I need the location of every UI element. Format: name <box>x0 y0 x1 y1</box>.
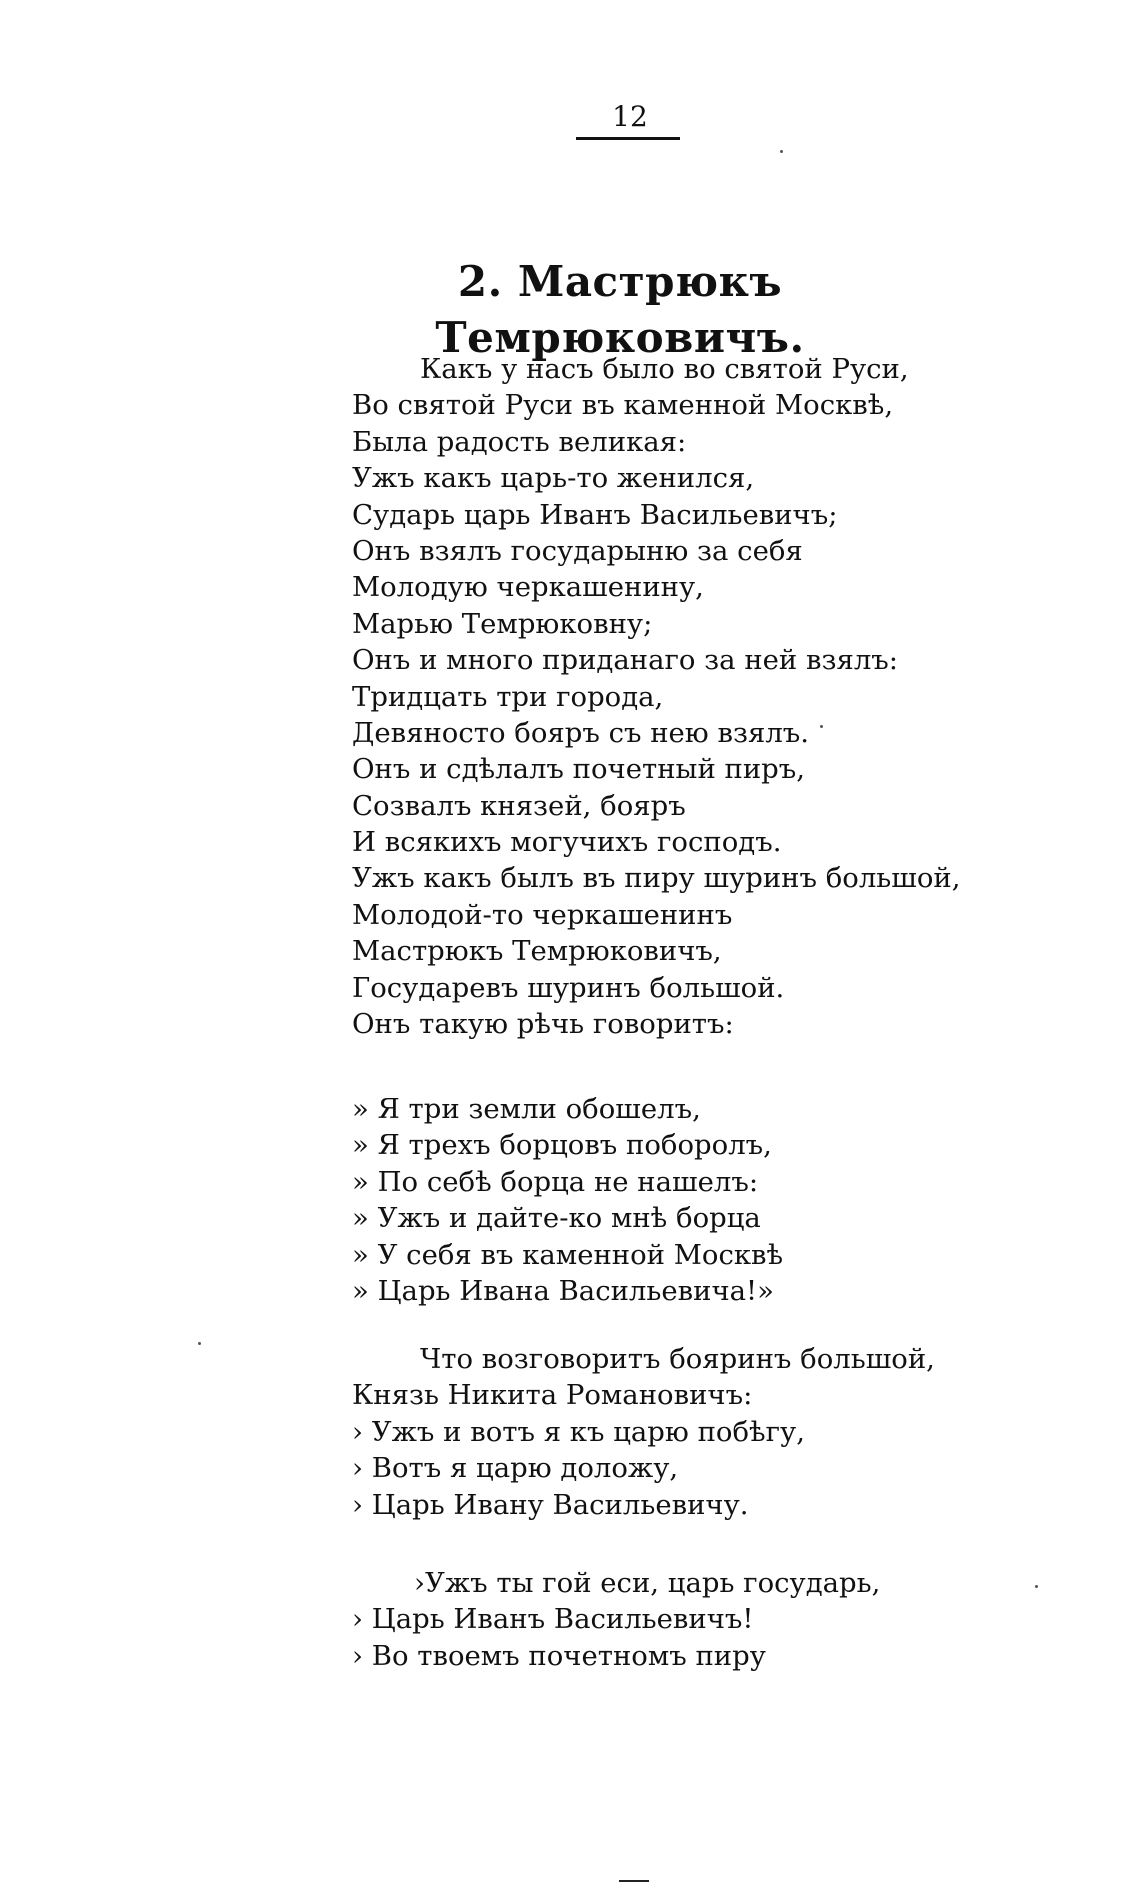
poem-line: Государевъ шуринъ большой. <box>352 971 785 1004</box>
scan-speck <box>780 150 783 153</box>
poem-line: Тридцать три города, <box>352 680 664 713</box>
poem-line: Марью Темрюковну; <box>352 607 653 640</box>
stanza-1 <box>352 351 960 1042</box>
poem-line: » Я трехъ борцовъ поборолъ, <box>352 1129 772 1162</box>
poem-line: Что возговоритъ бояринъ большой, <box>420 1343 935 1375</box>
poem-line: » У себя въ каменной Москвѣ <box>352 1238 784 1271</box>
poem-line: › Царь Иванъ Васильевичъ! <box>352 1603 754 1636</box>
poem-line: Какъ у насъ было во святой Руси, <box>420 353 909 385</box>
page-number: 12 <box>612 100 648 133</box>
poem-line: Девяносто бояръ съ нею взялъ. <box>352 716 810 749</box>
poem-line: ›Ужъ ты гой еси, царь государь, <box>414 1567 881 1599</box>
poem-line: И всякихъ могучихъ господъ. <box>352 826 782 859</box>
scan-speck <box>198 1342 201 1345</box>
poem-line: › Ужъ и вотъ я къ царю побѣгу, <box>352 1415 805 1448</box>
poem-line: Молодую черкашенину, <box>352 571 704 604</box>
poem-line: » Я три земли обошелъ, <box>352 1093 701 1125</box>
poem-line: » Царь Ивана Васильевича!» <box>352 1274 774 1307</box>
scan-speck <box>820 725 823 728</box>
poem-line: › Царь Ивану Васильевичу. <box>352 1488 749 1521</box>
poem-line: Онъ и много приданаго за ней взялъ: <box>352 644 899 677</box>
scan-speck <box>1035 1585 1038 1588</box>
poem-line: Во святой Руси въ каменной Москвѣ, <box>352 389 894 422</box>
page-number-rule <box>576 137 680 140</box>
poem-line: » Ужъ и дайте-ко мнѣ борца <box>352 1202 761 1235</box>
poem-line: Молодой-то черкашенинъ <box>352 898 733 931</box>
poem-line: Сударь царь Иванъ Васильевичъ; <box>352 498 838 531</box>
poem-line: Онъ и сдѣлалъ почетный пиръ, <box>352 753 806 786</box>
poem-title: 2. Мастрюкъ Темрюковичъ. <box>435 257 805 363</box>
poem-line: Мастрюкъ Темрюковичъ, <box>352 935 722 968</box>
poem-line: Ужъ какъ былъ въ пиру шуринъ большой, <box>352 862 961 895</box>
poem-line: Была радость великая: <box>352 425 687 458</box>
poem-line: Ужъ какъ царь-то женился, <box>352 462 755 495</box>
poem-line: › Во твоемъ почетномъ пиру <box>352 1639 766 1672</box>
poem-line: Созвалъ князей, бояръ <box>352 789 686 822</box>
poem-line: Князь Никита Романовичъ: <box>352 1379 753 1412</box>
stanza-3 <box>352 1341 935 1523</box>
poem-line: › Вотъ я царю доложу, <box>352 1452 679 1485</box>
stanza-4 <box>352 1565 880 1674</box>
bottom-printer-mark <box>619 1880 649 1882</box>
poem-line: Онъ взялъ государыню за себя <box>352 534 803 567</box>
poem-line: » По себѣ борца не нашелъ: <box>352 1165 759 1198</box>
poem-line: Онъ такую рѣчь говоритъ: <box>352 1008 734 1041</box>
stanza-2 <box>352 1091 783 1309</box>
